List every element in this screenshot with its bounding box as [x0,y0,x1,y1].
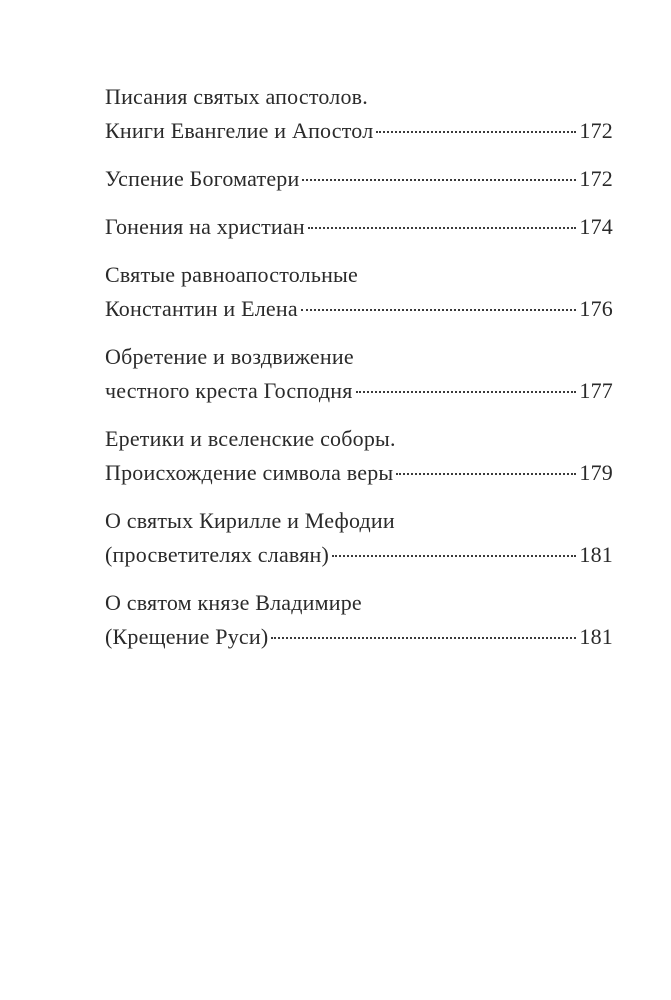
page-number: 181 [579,624,613,649]
dot-leader [332,555,576,557]
toc-entry-last-line [105,210,613,244]
toc-entry-title-line: (просветителях славян) [105,542,330,567]
toc-entry-title-line: О святых Кирилле и Мефодии [105,508,395,533]
dot-leader [396,473,576,475]
toc-entry-title-line: (Крещение Руси) [105,624,269,649]
toc-entry [105,80,613,148]
page-number: 181 [579,542,613,567]
toc-entry-title-line: честного креста Господня [105,378,353,403]
toc-entry-title-line: Еретики и вселенские соборы. [105,426,396,451]
dot-leader [356,391,577,393]
toc-entry-last-line [105,162,613,196]
toc-entry [105,340,613,408]
toc-entry-title-line: Гонения на христиан [105,214,305,239]
toc-entry [105,162,613,196]
toc-entry-title-line: Происхождение символа веры [105,460,394,485]
table-of-contents [105,80,613,668]
toc-entry [105,504,613,572]
toc-entry-title-line: Писания святых апостолов. [105,84,368,109]
toc-entry-title-line: Книги Евангелие и Апостол [105,118,374,143]
toc-entry [105,258,613,326]
toc-entry-last-line [105,292,613,326]
page-number: 172 [579,166,613,191]
dot-leader [308,227,577,229]
toc-entry [105,586,613,654]
toc-entry-last-line [105,620,613,654]
page-number: 172 [579,118,613,143]
toc-entry-last-line [105,114,613,148]
page-number: 177 [579,378,613,403]
dot-leader [301,309,577,311]
page-number: 179 [579,460,613,485]
dot-leader [302,179,576,181]
toc-entry [105,422,613,490]
toc-entry-title-line: О святом князе Владимире [105,590,362,615]
toc-entry-title-line: Обретение и воздвижение [105,344,354,369]
toc-entry-title-line: Успение Богоматери [105,166,300,191]
toc-entry-last-line [105,374,613,408]
toc-entry-last-line [105,456,613,490]
dot-leader [271,637,576,639]
toc-entry-last-line [105,538,613,572]
dot-leader [376,131,576,133]
page-number: 174 [579,214,613,239]
toc-entry [105,210,613,244]
toc-entry-title-line: Святые равноапостольные [105,262,359,287]
page-number: 176 [579,296,613,321]
toc-entry-title-line: Константин и Елена [105,296,298,321]
